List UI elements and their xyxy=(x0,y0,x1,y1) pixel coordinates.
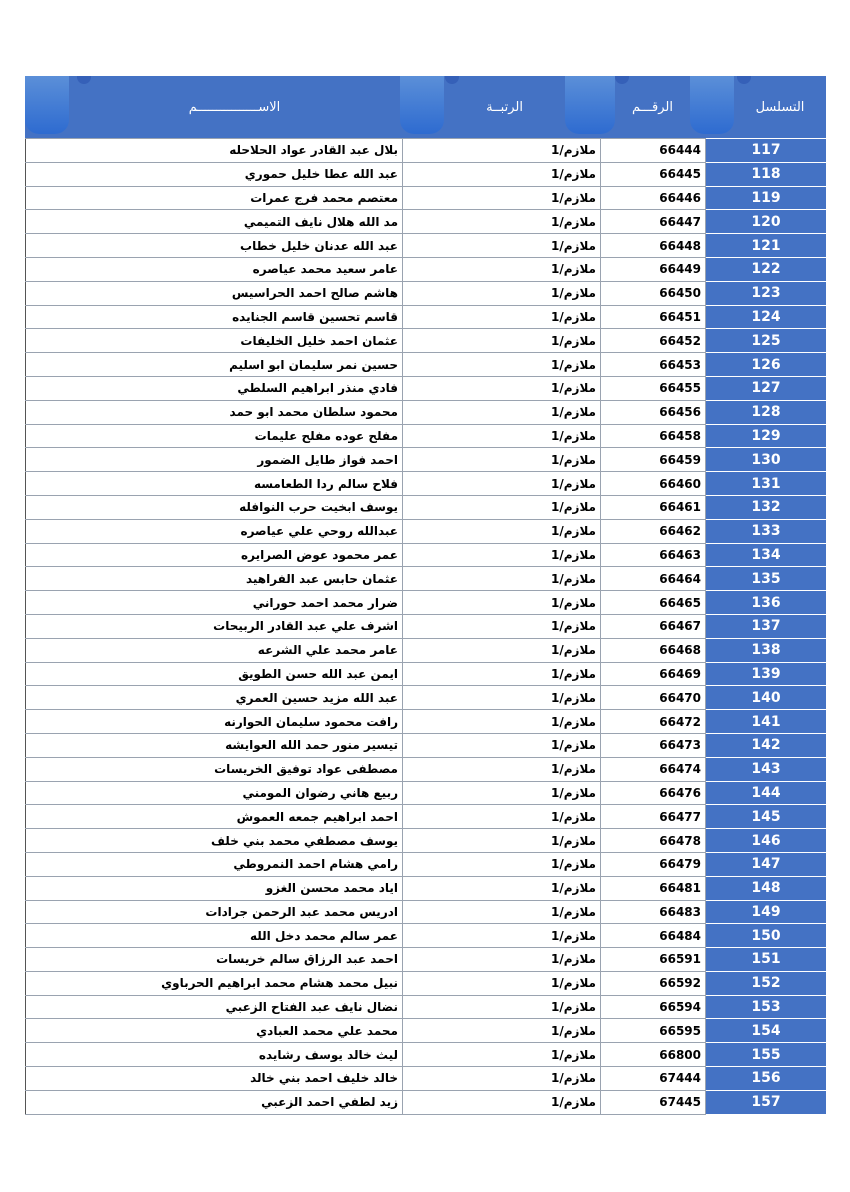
name-cell: عمر محمود عوض الصرايره xyxy=(26,543,403,567)
table-row xyxy=(26,614,827,638)
name-cell: هاشم صالح احمد الحراسيس xyxy=(26,281,403,305)
rank-cell: ملازم/1 xyxy=(403,948,601,972)
column-header-seq: التسلسل xyxy=(755,99,805,115)
seq-cell: 139 xyxy=(706,662,827,686)
seq-cell: 157 xyxy=(706,1090,827,1114)
table-row xyxy=(26,757,827,781)
table-row xyxy=(26,1043,827,1067)
seq-cell: 137 xyxy=(706,614,827,638)
name-cell: عثمان حابس عبد الفراهيد xyxy=(26,567,403,591)
seq-cell: 136 xyxy=(706,591,827,615)
name-cell: قاسم تحسين قاسم الجنايده xyxy=(26,305,403,329)
rank-cell: ملازم/1 xyxy=(403,1067,601,1091)
header-decoration xyxy=(565,76,615,134)
name-cell: احمد عبد الرزاق سالم خريسات xyxy=(26,948,403,972)
seq-cell: 130 xyxy=(706,448,827,472)
table-row xyxy=(26,186,827,210)
name-cell: عبد الله مزيد حسين العمري xyxy=(26,686,403,710)
seq-cell: 138 xyxy=(706,638,827,662)
number-cell: 66458 xyxy=(601,424,706,448)
table-row xyxy=(26,519,827,543)
number-cell: 66472 xyxy=(601,710,706,734)
seq-cell: 141 xyxy=(706,710,827,734)
number-cell: 66448 xyxy=(601,234,706,258)
table-row xyxy=(26,638,827,662)
name-cell: مد الله هلال نايف التميمي xyxy=(26,210,403,234)
table-row xyxy=(26,1019,827,1043)
seq-cell: 132 xyxy=(706,495,827,519)
number-cell: 66477 xyxy=(601,805,706,829)
rank-cell: ملازم/1 xyxy=(403,1043,601,1067)
rank-cell: ملازم/1 xyxy=(403,662,601,686)
number-cell: 66468 xyxy=(601,638,706,662)
name-cell: فادي منذر ابراهيم السلطي xyxy=(26,376,403,400)
rank-cell: ملازم/1 xyxy=(403,591,601,615)
header-decoration xyxy=(400,76,444,134)
table-header xyxy=(25,76,826,138)
seq-cell: 151 xyxy=(706,948,827,972)
rank-cell: ملازم/1 xyxy=(403,186,601,210)
name-cell: زيد لطفي احمد الزعبي xyxy=(26,1090,403,1114)
name-cell: عثمان احمد خليل الخليفات xyxy=(26,329,403,353)
name-cell: احمد ابراهيم جمعه العموش xyxy=(26,805,403,829)
table-row xyxy=(26,305,827,329)
seq-cell: 125 xyxy=(706,329,827,353)
column-header-number: الرقـــم xyxy=(631,99,674,115)
number-cell: 66451 xyxy=(601,305,706,329)
table-row xyxy=(26,971,827,995)
name-cell: نضال نايف عبد الفتاح الزعبي xyxy=(26,995,403,1019)
seq-cell: 118 xyxy=(706,162,827,186)
rank-cell: ملازم/1 xyxy=(403,353,601,377)
seq-cell: 148 xyxy=(706,876,827,900)
table-row xyxy=(26,257,827,281)
rank-cell: ملازم/1 xyxy=(403,234,601,258)
seq-cell: 142 xyxy=(706,733,827,757)
number-cell: 66462 xyxy=(601,519,706,543)
number-cell: 66470 xyxy=(601,686,706,710)
seq-cell: 127 xyxy=(706,376,827,400)
seq-cell: 149 xyxy=(706,900,827,924)
table-row xyxy=(26,353,827,377)
number-cell: 66453 xyxy=(601,353,706,377)
table-row xyxy=(26,591,827,615)
seq-cell: 129 xyxy=(706,424,827,448)
number-cell: 66473 xyxy=(601,733,706,757)
name-cell: ليث خالد يوسف رشايده xyxy=(26,1043,403,1067)
name-cell: عمر سالم محمد دخل الله xyxy=(26,924,403,948)
table-row xyxy=(26,1090,827,1114)
seq-cell: 146 xyxy=(706,829,827,853)
rank-cell: ملازم/1 xyxy=(403,971,601,995)
rank-cell: ملازم/1 xyxy=(403,400,601,424)
seq-cell: 121 xyxy=(706,234,827,258)
table-row xyxy=(26,424,827,448)
rank-cell: ملازم/1 xyxy=(403,781,601,805)
rank-cell: ملازم/1 xyxy=(403,829,601,853)
number-cell: 66455 xyxy=(601,376,706,400)
name-cell: ادريس محمد عبد الرحمن جرادات xyxy=(26,900,403,924)
rank-cell: ملازم/1 xyxy=(403,805,601,829)
table-row xyxy=(26,805,827,829)
rank-cell: ملازم/1 xyxy=(403,472,601,496)
name-cell: يوسف ابخيت حرب النوافله xyxy=(26,495,403,519)
number-cell: 66591 xyxy=(601,948,706,972)
name-cell: اشرف علي عبد القادر الربيحات xyxy=(26,614,403,638)
name-cell: مصطفى عواد توفيق الخريسات xyxy=(26,757,403,781)
table-row xyxy=(26,376,827,400)
seq-cell: 131 xyxy=(706,472,827,496)
seq-cell: 134 xyxy=(706,543,827,567)
table-row xyxy=(26,995,827,1019)
table-row xyxy=(26,472,827,496)
number-cell: 66476 xyxy=(601,781,706,805)
number-cell: 66474 xyxy=(601,757,706,781)
seq-cell: 140 xyxy=(706,686,827,710)
seq-cell: 124 xyxy=(706,305,827,329)
number-cell: 66483 xyxy=(601,900,706,924)
rank-cell: ملازم/1 xyxy=(403,1090,601,1114)
number-cell: 66594 xyxy=(601,995,706,1019)
rank-cell: ملازم/1 xyxy=(403,924,601,948)
number-cell: 66800 xyxy=(601,1043,706,1067)
rank-cell: ملازم/1 xyxy=(403,519,601,543)
rank-cell: ملازم/1 xyxy=(403,876,601,900)
number-cell: 66463 xyxy=(601,543,706,567)
number-cell: 66467 xyxy=(601,614,706,638)
rank-cell: ملازم/1 xyxy=(403,305,601,329)
name-cell: عامر سعيد محمد عياصره xyxy=(26,257,403,281)
table-row xyxy=(26,948,827,972)
number-cell: 67445 xyxy=(601,1090,706,1114)
name-cell: بلال عبد القادر عواد الحلاحله xyxy=(26,139,403,163)
name-cell: احمد فواز طايل الضمور xyxy=(26,448,403,472)
rank-cell: ملازم/1 xyxy=(403,257,601,281)
rank-cell: ملازم/1 xyxy=(403,495,601,519)
rank-cell: ملازم/1 xyxy=(403,448,601,472)
name-cell: نبيل محمد هشام محمد ابراهيم الحرباوي xyxy=(26,971,403,995)
seq-cell: 135 xyxy=(706,567,827,591)
roster-table xyxy=(25,138,827,1115)
rank-cell: ملازم/1 xyxy=(403,686,601,710)
roster-sheet xyxy=(25,76,826,1115)
table-row xyxy=(26,400,827,424)
rank-cell: ملازم/1 xyxy=(403,1019,601,1043)
table-row xyxy=(26,567,827,591)
table-row xyxy=(26,281,827,305)
table-row xyxy=(26,543,827,567)
seq-cell: 133 xyxy=(706,519,827,543)
number-cell: 66469 xyxy=(601,662,706,686)
rank-cell: ملازم/1 xyxy=(403,995,601,1019)
table-row xyxy=(26,781,827,805)
table-row xyxy=(26,495,827,519)
rank-cell: ملازم/1 xyxy=(403,424,601,448)
rank-cell: ملازم/1 xyxy=(403,614,601,638)
rank-cell: ملازم/1 xyxy=(403,329,601,353)
number-cell: 66452 xyxy=(601,329,706,353)
seq-cell: 155 xyxy=(706,1043,827,1067)
seq-cell: 126 xyxy=(706,353,827,377)
seq-cell: 150 xyxy=(706,924,827,948)
table-row xyxy=(26,329,827,353)
number-cell: 66449 xyxy=(601,257,706,281)
table-row xyxy=(26,662,827,686)
seq-cell: 120 xyxy=(706,210,827,234)
name-cell: مفلح عوده مفلح عليمات xyxy=(26,424,403,448)
number-cell: 66446 xyxy=(601,186,706,210)
seq-cell: 144 xyxy=(706,781,827,805)
name-cell: عبد الله عطا خليل حموري xyxy=(26,162,403,186)
number-cell: 66445 xyxy=(601,162,706,186)
number-cell: 66447 xyxy=(601,210,706,234)
name-cell: ايمن عبد الله حسن الطويق xyxy=(26,662,403,686)
seq-cell: 147 xyxy=(706,852,827,876)
name-cell: عامر محمد علي الشرعه xyxy=(26,638,403,662)
name-cell: محمود سلطان محمد ابو حمد xyxy=(26,400,403,424)
table-row xyxy=(26,234,827,258)
seq-cell: 117 xyxy=(706,139,827,163)
number-cell: 66481 xyxy=(601,876,706,900)
number-cell: 66479 xyxy=(601,852,706,876)
name-cell: ضرار محمد احمد حوراني xyxy=(26,591,403,615)
name-cell: حسين نمر سليمان ابو اسليم xyxy=(26,353,403,377)
table-row xyxy=(26,710,827,734)
table-row xyxy=(26,1067,827,1091)
rank-cell: ملازم/1 xyxy=(403,281,601,305)
seq-cell: 154 xyxy=(706,1019,827,1043)
seq-cell: 156 xyxy=(706,1067,827,1091)
seq-cell: 152 xyxy=(706,971,827,995)
column-header-rank: الرتبــة xyxy=(486,99,523,115)
header-decoration xyxy=(690,76,734,134)
name-cell: فلاح سالم ردا الطعامسه xyxy=(26,472,403,496)
name-cell: رافت محمود سليمان الحوارنه xyxy=(26,710,403,734)
name-cell: ربيع هاني رضوان المومني xyxy=(26,781,403,805)
name-cell: عبدالله روحي علي عياصره xyxy=(26,519,403,543)
rank-cell: ملازم/1 xyxy=(403,210,601,234)
table-row xyxy=(26,876,827,900)
seq-cell: 122 xyxy=(706,257,827,281)
column-header-name: الاســــــــــــــــم xyxy=(188,99,281,115)
number-cell: 66478 xyxy=(601,829,706,853)
number-cell: 66456 xyxy=(601,400,706,424)
name-cell: تيسير منور حمد الله العوايشه xyxy=(26,733,403,757)
rank-cell: ملازم/1 xyxy=(403,757,601,781)
number-cell: 66461 xyxy=(601,495,706,519)
rank-cell: ملازم/1 xyxy=(403,162,601,186)
name-cell: معتصم محمد فرج عمرات xyxy=(26,186,403,210)
number-cell: 66595 xyxy=(601,1019,706,1043)
table-row xyxy=(26,686,827,710)
number-cell: 66444 xyxy=(601,139,706,163)
rank-cell: ملازم/1 xyxy=(403,733,601,757)
rank-cell: ملازم/1 xyxy=(403,567,601,591)
seq-cell: 145 xyxy=(706,805,827,829)
rank-cell: ملازم/1 xyxy=(403,852,601,876)
number-cell: 66465 xyxy=(601,591,706,615)
table-row xyxy=(26,829,827,853)
table-row xyxy=(26,162,827,186)
number-cell: 66450 xyxy=(601,281,706,305)
name-cell: محمد علي محمد العبادي xyxy=(26,1019,403,1043)
table-row xyxy=(26,852,827,876)
number-cell: 66460 xyxy=(601,472,706,496)
rank-cell: ملازم/1 xyxy=(403,638,601,662)
table-row xyxy=(26,924,827,948)
seq-cell: 128 xyxy=(706,400,827,424)
name-cell: خالد خليف احمد بني خالد xyxy=(26,1067,403,1091)
table-row xyxy=(26,210,827,234)
header-decoration xyxy=(25,76,69,134)
table-row xyxy=(26,448,827,472)
rank-cell: ملازم/1 xyxy=(403,139,601,163)
number-cell: 66464 xyxy=(601,567,706,591)
name-cell: رامي هشام احمد النمروطي xyxy=(26,852,403,876)
number-cell: 66459 xyxy=(601,448,706,472)
seq-cell: 143 xyxy=(706,757,827,781)
table-row xyxy=(26,733,827,757)
name-cell: اياد محمد محسن الغزو xyxy=(26,876,403,900)
number-cell: 66592 xyxy=(601,971,706,995)
number-cell: 66484 xyxy=(601,924,706,948)
name-cell: عبد الله عدنان خليل خطاب xyxy=(26,234,403,258)
rank-cell: ملازم/1 xyxy=(403,900,601,924)
name-cell: يوسف مصطفي محمد بني خلف xyxy=(26,829,403,853)
rank-cell: ملازم/1 xyxy=(403,710,601,734)
number-cell: 67444 xyxy=(601,1067,706,1091)
seq-cell: 153 xyxy=(706,995,827,1019)
rank-cell: ملازم/1 xyxy=(403,543,601,567)
table-row xyxy=(26,139,827,163)
rank-cell: ملازم/1 xyxy=(403,376,601,400)
table-row xyxy=(26,900,827,924)
seq-cell: 123 xyxy=(706,281,827,305)
seq-cell: 119 xyxy=(706,186,827,210)
